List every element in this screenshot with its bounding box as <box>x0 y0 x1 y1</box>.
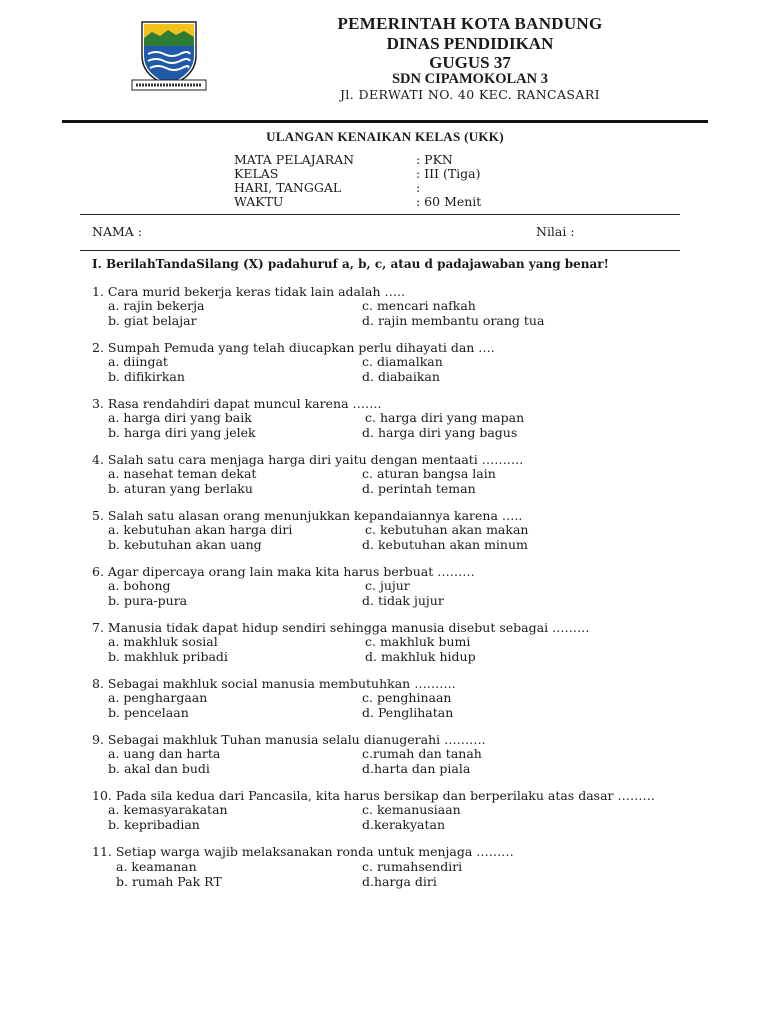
option-9d: d.harta dan piala <box>362 761 471 776</box>
header-department: DINAS PENDIDIKAN <box>386 34 554 53</box>
option-6d: d. tidak jujur <box>362 593 444 608</box>
option-10a: a. kemasyarakatan <box>108 802 228 817</box>
exam-title: ULANGAN KENAIKAN KELAS (UKK) <box>266 129 504 144</box>
option-9a: a. uang dan harta <box>108 746 221 761</box>
info-value-class: : III (Tiga) <box>416 166 481 181</box>
question-10: 10. Pada sila kedua dari Pancasila, kita harus bersikap dan berperilaku atas dasar ……… <box>92 788 655 803</box>
instruction: I. BerilahTandaSilang (X) padahuruf a, b, c, atau d padajawaban yang benar! <box>92 257 609 271</box>
question-3: 3. Rasa rendahdiri dapat muncul karena ……. <box>92 396 382 411</box>
question-6: 6. Agar dipercaya orang lain maka kita harus berbuat ……… <box>92 564 475 579</box>
option-6c: c. jujur <box>365 578 410 593</box>
question-5: 5. Salah satu alasan orang menunjukkan kepandaiannya karena ….. <box>92 508 523 523</box>
option-5a: a. kebutuhan akan harga diri <box>108 522 293 537</box>
option-8b: b. pencelaan <box>108 705 189 720</box>
option-1d: d. rajin membantu orang tua <box>362 313 545 328</box>
option-10b: b. kepribadian <box>108 817 200 832</box>
option-4a: a. nasehat teman dekat <box>108 466 257 481</box>
option-7a: a. makhluk sosial <box>108 634 218 649</box>
option-11b: b. rumah Pak RT <box>116 874 222 889</box>
option-8a: a. penghargaan <box>108 690 208 705</box>
info-label-date: HARI, TANGGAL <box>234 180 342 195</box>
option-3a: a. harga diri yang baik <box>108 410 252 425</box>
option-3c: c. harga diri yang mapan <box>365 410 525 425</box>
question-1: 1. Cara murid bekerja keras tidak lain adalah ….. <box>92 284 405 299</box>
info-value-time: : 60 Menit <box>416 194 482 209</box>
option-9c: c.rumah dan tanah <box>362 746 482 761</box>
option-1c: c. mencari nafkah <box>362 298 476 313</box>
option-4c: c. aturan bangsa lain <box>362 466 496 481</box>
question-7: 7. Manusia tidak dapat hidup sendiri sehingga manusia disebut sebagai ……… <box>92 620 590 635</box>
header-school: SDN CIPAMOKOLAN 3 <box>391 71 548 87</box>
option-3d: d. harga diri yang bagus <box>362 425 518 440</box>
option-2c: c. diamalkan <box>362 354 443 369</box>
option-2d: d. diabaikan <box>362 369 440 384</box>
option-11d: d.harga diri <box>362 874 437 889</box>
option-4d: d. perintah teman <box>362 481 476 496</box>
option-9b: b. akal dan budi <box>108 761 210 776</box>
info-label-class: KELAS <box>234 166 279 181</box>
option-5b: b. kebutuhan akan uang <box>108 537 262 552</box>
score-field-label: Nilai : <box>536 224 575 239</box>
option-10c: c. kemanusiaan <box>362 802 461 817</box>
option-1b: b. giat belajar <box>108 313 197 328</box>
info-label-time: WAKTU <box>234 194 284 209</box>
info-value-subject: : PKN <box>416 152 453 167</box>
header-government: PEMERINTAH KOTA BANDUNG <box>337 14 603 33</box>
option-11a: a. keamanan <box>116 859 197 874</box>
option-7d: d. makhluk hidup <box>365 649 476 664</box>
option-2b: b. difikirkan <box>108 369 185 384</box>
name-field-label: NAMA : <box>92 224 142 239</box>
option-8d: d. Penglihatan <box>362 705 454 720</box>
city-emblem-logo <box>128 16 210 94</box>
question-2: 2. Sumpah Pemuda yang telah diucapkan perlu dihayati dan …. <box>92 340 495 355</box>
option-3b: b. harga diri yang jelek <box>108 425 256 440</box>
info-label-subject: MATA PELAJARAN <box>234 152 355 167</box>
option-5d: d. kebutuhan akan minum <box>362 537 528 552</box>
info-divider-top <box>80 214 680 215</box>
option-7c: c. makhluk bumi <box>365 634 471 649</box>
info-divider-bottom <box>80 250 680 251</box>
option-1a: a. rajin bekerja <box>108 298 205 313</box>
option-6a: a. bohong <box>108 578 171 593</box>
option-7b: b. makhluk pribadi <box>108 649 228 664</box>
info-value-date: : <box>416 180 421 195</box>
question-9: 9. Sebagai makhluk Tuhan manusia selalu dianugerahi ………. <box>92 732 486 747</box>
question-4: 4. Salah satu cara menjaga harga diri yaitu dengan mentaati ………. <box>92 452 524 467</box>
header-address: Jl. DERWATI NO. 40 KEC. RANCASARI <box>340 87 600 102</box>
header-divider <box>62 120 708 123</box>
option-10d: d.kerakyatan <box>362 817 445 832</box>
question-11: 11. Setiap warga wajib melaksanakan ronda untuk menjaga ……… <box>92 844 514 859</box>
header-cluster: GUGUS 37 <box>429 53 511 72</box>
question-8: 8. Sebagai makhluk social manusia membutuhkan ………. <box>92 676 456 691</box>
option-6b: b. pura-pura <box>108 593 188 608</box>
option-2a: a. diingat <box>108 354 168 369</box>
option-5c: c. kebutuhan akan makan <box>365 522 529 537</box>
option-4b: b. aturan yang berlaku <box>108 481 253 496</box>
option-11c: c. rumahsendiri <box>362 859 463 874</box>
option-8c: c. penghinaan <box>362 690 452 705</box>
